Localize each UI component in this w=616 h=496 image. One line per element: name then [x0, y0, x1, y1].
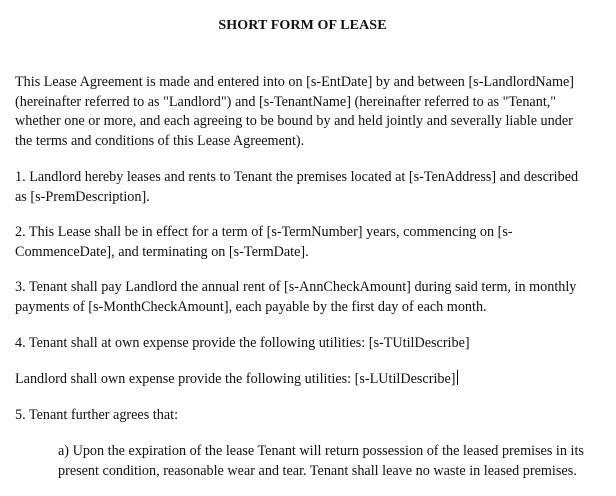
document-title: SHORT FORM OF LEASE [218, 18, 387, 33]
clause-5a: a) Upon the expiration of the lease Tenant will return possession of the leased premises in its present condition, reasonable wear and tear. Tenant shall leave no waste in leased premises. [58, 443, 584, 479]
landlord-utilities-line[interactable] [15, 370, 590, 390]
clause-5: 5. Tenant further agrees that: [15, 407, 179, 423]
clause-3: 3. Tenant shall pay Landlord the annual rent of [s-AnnCheckAmount] during said term, in monthly payments of [s-MonthCheckAmount], each payable by the first day of each month. [15, 279, 577, 315]
landlord-utilities-text: Landlord shall own expense provide the following utilities: [s-LUtilDescribe] [15, 371, 456, 387]
clause-2: 2. This Lease shall be in effect for a term of [s-TermNumber] years, commencing on [s-CommenceDate], and terminating on [s-TermDate]. [15, 224, 513, 260]
intro-paragraph: This Lease Agreement is made and entered into on [s-EntDate] by and between [s-LandlordName] (hereinafter referred to as "Landlord") and [s-TenantName] (hereinafter referred to as "Tenant," whether one or more, and each agreeing to be bound by and held jointly and severally liable under the terms and conditions of this Lease Agreement). [15, 74, 575, 149]
clause-1: 1. Landlord hereby leases and rents to Tenant the premises located at [s-TenAddress] and described as [s-PremDescription]. [15, 169, 579, 205]
text-cursor [457, 370, 458, 385]
clause-4: 4. Tenant shall at own expense provide the following utilities: [s-TUtilDescribe] [15, 335, 470, 351]
